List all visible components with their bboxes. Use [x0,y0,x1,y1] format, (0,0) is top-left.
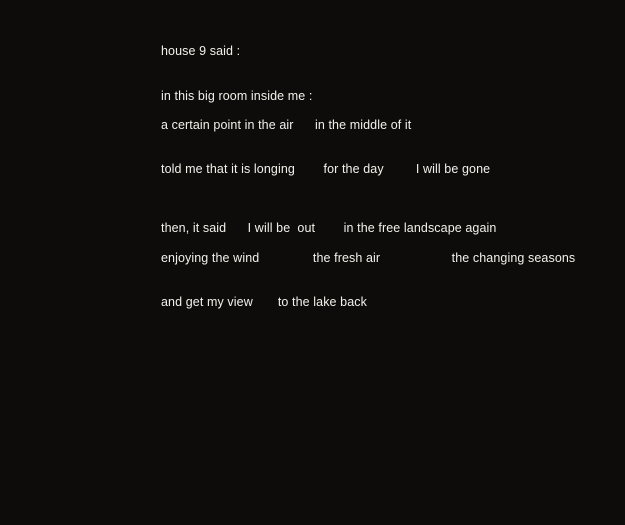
poem-line: enjoying the wind the fresh air the changing seasons [161,251,576,265]
poem-line: a certain point in the air in the middle of it [161,118,412,132]
poem-line: then, it said I will be out in the free landscape again [161,221,497,235]
poem-line: in this big room inside me : [161,89,313,103]
poem-line: and get my view to the lake back [161,295,367,309]
poem-line: house 9 said : [161,44,241,58]
poem-line: told me that it is longing for the day I will be gone [161,162,491,176]
